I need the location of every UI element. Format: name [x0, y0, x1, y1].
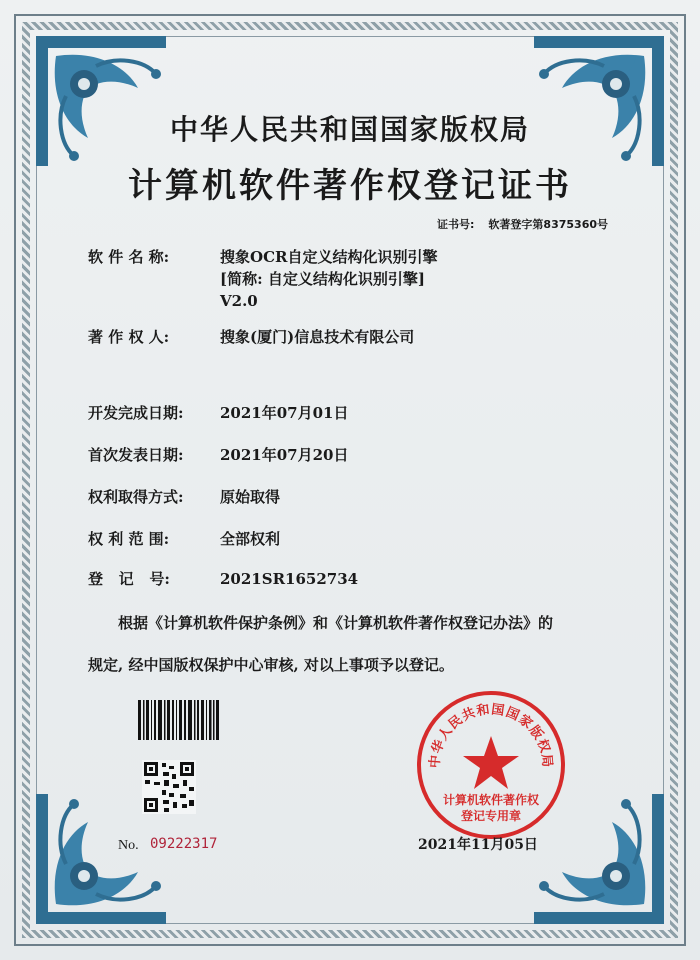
- field-value: 搜象(厦门)信息技术有限公司: [220, 328, 415, 346]
- seal-line-2: 登记专用章: [460, 809, 522, 823]
- software-name-line: 搜象OCR自定义结构化识别引擎: [220, 248, 438, 266]
- field-label: 首次发表日期:: [88, 446, 184, 464]
- certificate-number: [437, 216, 608, 232]
- corner-ornament-icon: [524, 26, 674, 176]
- field-label: 软 件 名 称:: [88, 248, 170, 266]
- qr-code-icon: [142, 760, 196, 814]
- cert-no-label: 证书号:: [437, 218, 475, 231]
- field-value: 2021年07月20日: [220, 446, 349, 464]
- certificate-title: 计算机软件著作权登记证书: [128, 166, 572, 206]
- seal-ring-text: 中华人民共和国国家版权局: [427, 702, 555, 769]
- statement-line: 规定, 经中国版权保护中心审核, 对以上事项予以登记。: [88, 656, 454, 674]
- statement-line: 根据《计算机软件保护条例》和《计算机软件著作权登记办法》的: [118, 614, 554, 632]
- field-value: 2021SR1652734: [220, 570, 359, 588]
- field-label: 权 利 范 围:: [88, 530, 170, 548]
- serial-number: 09222317: [150, 836, 218, 852]
- issuer-title: 中华人民共和国国家版权局: [169, 113, 530, 146]
- serial-label: No.: [118, 838, 139, 853]
- barcode-icon: [138, 700, 222, 740]
- software-name-line: V2.0: [220, 292, 258, 310]
- seal-line-1: 计算机软件著作权: [442, 793, 540, 807]
- field-label: 著 作 权 人:: [88, 328, 170, 346]
- field-label: 登 记 号:: [88, 570, 170, 588]
- software-name-line: [简称: 自定义结构化识别引擎]: [220, 270, 425, 288]
- corner-ornament-icon: [26, 26, 176, 176]
- field-label: 开发完成日期:: [88, 404, 184, 422]
- cert-no-value: 软著登字第8375360号: [488, 218, 608, 231]
- field-value: 2021年07月01日: [220, 404, 349, 422]
- field-value: 全部权利: [220, 530, 281, 548]
- official-seal-icon: [414, 688, 568, 842]
- issue-date: 2021年11月05日: [418, 837, 538, 853]
- field-value: 原始取得: [220, 488, 281, 506]
- field-value: [220, 246, 437, 312]
- field-label: 权利取得方式:: [88, 488, 184, 506]
